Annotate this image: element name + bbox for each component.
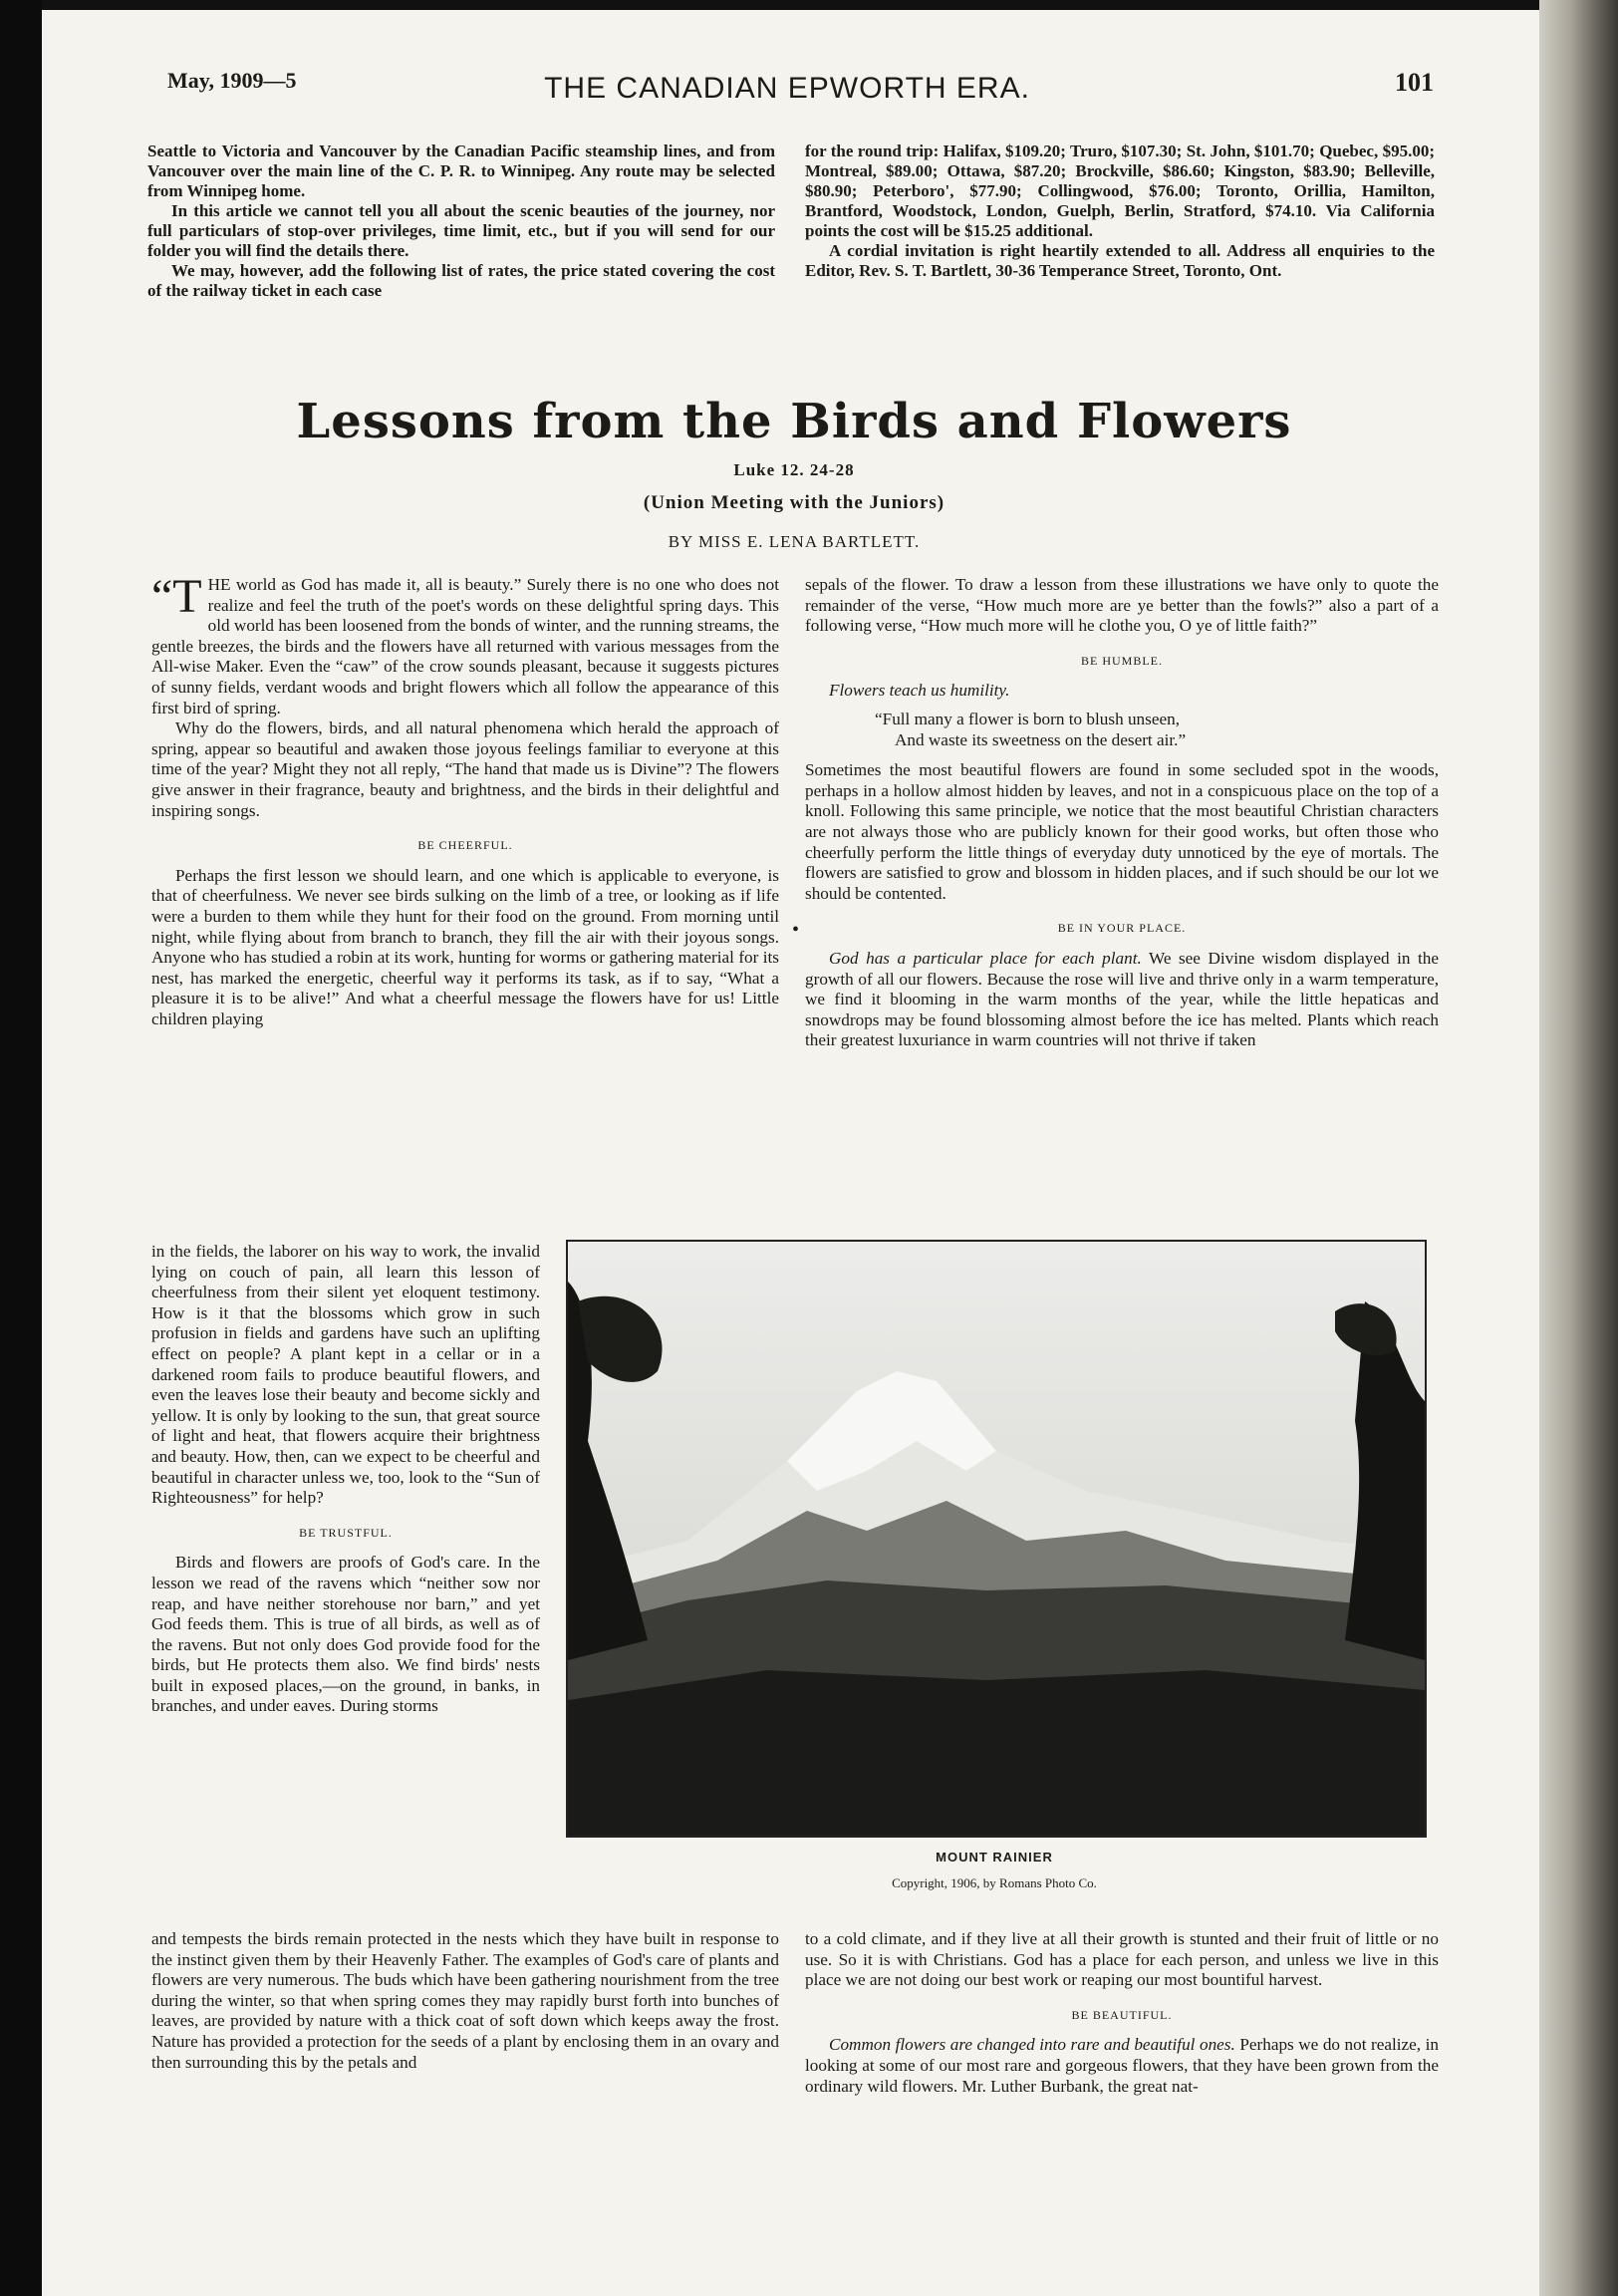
paragraph: in the fields, the laborer on his way to work, the invalid lying on couch of pain, all learn this lesson of cheerfulness from their silent yet eloquent testimony. How is it that the blossoms which grow in such profusion in fields and gardens have such an uplifting effect on people? A plant kept in a cellar or in a darkened room fails to produce beautiful flowers, and even the leaves lose their beauty and become sickly and yellow. It is only by looking to the sun, that great source of light and heat, that flowers acquire their brightness and beauty. How, then, can we expect to be cheerful and beautiful in character unless we, too, look to the “Sun of Righteousness” for help? bbox=[151, 1242, 540, 1508]
mountain-landscape-image bbox=[568, 1242, 1425, 1836]
intro-text: HE world as God has made it, all is beauty.” Surely there is no one who does not realize and feel the truth of the poet's words on these delightful spring days. This old world has been loosened from the bonds of winter, and the running streams, the gentle breezes, the birds and the flowers have all returned with various messages from the All-wise Maker. Even the “caw” of the crow sounds pleasant, because it suggests pictures of sunny fields, verdant woods and bright flowers which all follow the appearance of this first bird of spring. bbox=[151, 575, 779, 718]
paragraph bbox=[805, 2035, 1439, 2097]
scripture-reference: Luke 12. 24-28 bbox=[733, 460, 855, 479]
section-heading: BE TRUSTFUL. bbox=[299, 1525, 393, 1540]
paragraph: Perhaps the first lesson we should learn, and one which is applicable to everyone, is that of cheerfulness. We never see birds sulking on the limb of a tree, or looking as if life were a burden to them while they hunt for their food on the ground. From morning until night, while flying about from branch to branch, they fill the air with their joyous songs. Anyone who has studied a robin at its work, hunting for worms or gathering material for its nest, has marked the energetic, cheerful way it performs its task, as if to say, “What a pleasure it is to be alive!” And what a cheerful message the flowers have for us! Little children playing bbox=[151, 865, 779, 1028]
paragraph: sepals of the flower. To draw a lesson from these illustrations we have only to quote the remainder of the verse, “How much more are ye better than the fowls?” also a part of a following verse, “How much more will he clothe you, O ye of little faith?” bbox=[805, 575, 1439, 636]
drop-cap: “T bbox=[151, 570, 202, 623]
paragraph: Birds and flowers are proofs of God's care. In the lesson we read of the ravens which “neither sow nor reap, and have neither storehouse nor barn,” and yet God feeds them. This is true of all birds, as well as of the ravens. But not only does God provide food for the birds, but He protects them also. We find birds' nests built in exposed places,—on the ground, in banks, in branches, and under eaves. During storms bbox=[151, 1553, 540, 1716]
byline: BY MISS E. LENA BARTLETT. bbox=[668, 532, 921, 551]
article-column-bottom-left bbox=[151, 1929, 779, 2073]
paragraph: In this article we cannot tell you all about the scenic beauties of the journey, nor full particulars of stop-over privileges, time limit, etc., but if you will send for our folder you will find the details there. bbox=[147, 201, 775, 260]
scan-border-top bbox=[0, 0, 1618, 10]
mount-rainier-photo bbox=[566, 1240, 1427, 1838]
paragraph: We may, however, add the following list of rates, the price stated covering the cost of the railway ticket in each case bbox=[147, 261, 775, 300]
paragraph bbox=[805, 681, 1439, 702]
article-title: Lessons from the Birds and Flowers bbox=[296, 394, 1292, 449]
paragraph: for the round trip: Halifax, $109.20; Truro, $107.30; St. John, $101.70; Quebec, $95.00; Montreal, $89.00; Ottawa, $87.20; Brockville, $86.60; Kingston, $83.90; Belleville, $80.90; Peterboro', $77.90; Collingwood, $76.00; Toronto, Orillia, Hamilton, Brantford, Woodstock, London, Guelph, Berlin, Stratford, $74.10. Via California points the cost will be $15.25 additional. bbox=[805, 142, 1435, 240]
article-column-left bbox=[151, 570, 779, 1029]
paragraph bbox=[805, 949, 1439, 1051]
italic-lead: God has a particular place for each plant. bbox=[829, 948, 1142, 968]
poem-line: And waste its sweetness on the desert air.” bbox=[895, 729, 1187, 749]
intro-paragraph bbox=[151, 570, 779, 718]
article-column-narrow bbox=[151, 1242, 540, 1717]
paragraph: A cordial invitation is right heartily extended to all. Address all enquiries to the Editor, Rev. S. T. Bartlett, 30-36 Temperance Street, Toronto, Ont. bbox=[805, 241, 1435, 280]
section-heading: BE CHEERFUL. bbox=[417, 838, 513, 853]
paragraph-text: We see Divine wisdom displayed in the growth of all our flowers. Because the rose will live and thrive only in a warm temperature, we find it blooming in the warm months of the year, while the little hepaticas and snowdrops may be found blossoming almost before the ice has melted. Plants which reach their greatest luxuriance in warm countries will not thrive if taken bbox=[805, 948, 1439, 1050]
page-number: 101 bbox=[1395, 68, 1434, 97]
book-binding-edge bbox=[1539, 0, 1618, 2296]
paragraph-text: Perhaps we do not realize, in looking at some of our most rare and gorgeous flowers, that they have been grown from the ordinary wild flowers. Mr. Luther Burbank, the great nat- bbox=[805, 2035, 1440, 2096]
photo-caption: MOUNT RAINIER bbox=[936, 1850, 1053, 1865]
paragraph: to a cold climate, and if they live at all their growth is stunted and their fruit of little or no use. So it is with Christians. God has a place for each person, and unless we live in this place we are not doing our best work or reaping our most bountiful harvest. bbox=[805, 1929, 1439, 1990]
scan-border-left bbox=[0, 0, 42, 2296]
paragraph: Why do the flowers, birds, and all natural phenomena which herald the approach of spring, appear so beautiful and awaken those joyous feelings familiar to everyone at this time of the year? Might they not all reply, “The hand that made us is Divine”? The flowers give answer in their fragrance, beauty and brightness, and the birds in their delightful and inspiring songs. bbox=[151, 718, 779, 820]
margin-bullet: • bbox=[792, 919, 800, 941]
italic-lead: Common flowers are changed into rare and beautiful ones. bbox=[829, 2035, 1235, 2055]
section-heading: BE IN YOUR PLACE. bbox=[1057, 921, 1187, 936]
poem-line: “Full many a flower is born to blush unseen, bbox=[875, 709, 1180, 728]
previous-article-right bbox=[805, 142, 1435, 281]
photo-copyright: Copyright, 1906, by Romans Photo Co. bbox=[892, 1875, 1097, 1890]
paragraph: and tempests the birds remain protected in the nests which they have built in response to the instinct given them by their Heavenly Father. The examples of God's care of plants and flowers are very numerous. The buds which have been gathering nourishment from the tree during the winter, so that when spring comes they may rapidly burst forth into bunches of leaves, are provided by nature with a thick coat of soft down which keeps away the frost. Nature has provided a protection for the seeds of a plant by enclosing them in an ovary and then surrounding this by the petals and bbox=[151, 1929, 779, 2072]
magazine-title: THE CANADIAN EPWORTH ERA. bbox=[544, 72, 1030, 105]
paragraph: Sometimes the most beautiful flowers are found in some secluded spot in the woods, perhaps in a hollow almost hidden by leaves, and not in a conspicuous place on the top of a knoll. Following this same principle, we notice that the most beautiful Christian characters are not always those who are publicly known for their good works, but often those who cheerfully perform the little things of everyday duty unnoticed by the eye of mortals. The flowers are satisfied to grow and blossom in hidden places, and if such should be our lot we should be contented. bbox=[805, 760, 1439, 903]
article-column-right bbox=[805, 575, 1439, 1051]
article-column-bottom-right bbox=[805, 1929, 1439, 2097]
previous-article-left bbox=[147, 142, 775, 301]
poem-quote bbox=[805, 710, 1439, 750]
section-heading: BE BEAUTIFUL. bbox=[1071, 2007, 1173, 2022]
italic-lead: Flowers teach us humility. bbox=[829, 681, 1010, 701]
issue-date: May, 1909—5 bbox=[167, 68, 297, 93]
article-subtitle: (Union Meeting with the Juniors) bbox=[643, 492, 945, 513]
section-heading: BE HUMBLE. bbox=[1081, 653, 1163, 668]
paragraph: Seattle to Victoria and Vancouver by the Canadian Pacific steamship lines, and from Vancouver over the main line of the C. P. R. to Winnipeg. Any route may be selected from Winnipeg home. bbox=[147, 142, 775, 200]
